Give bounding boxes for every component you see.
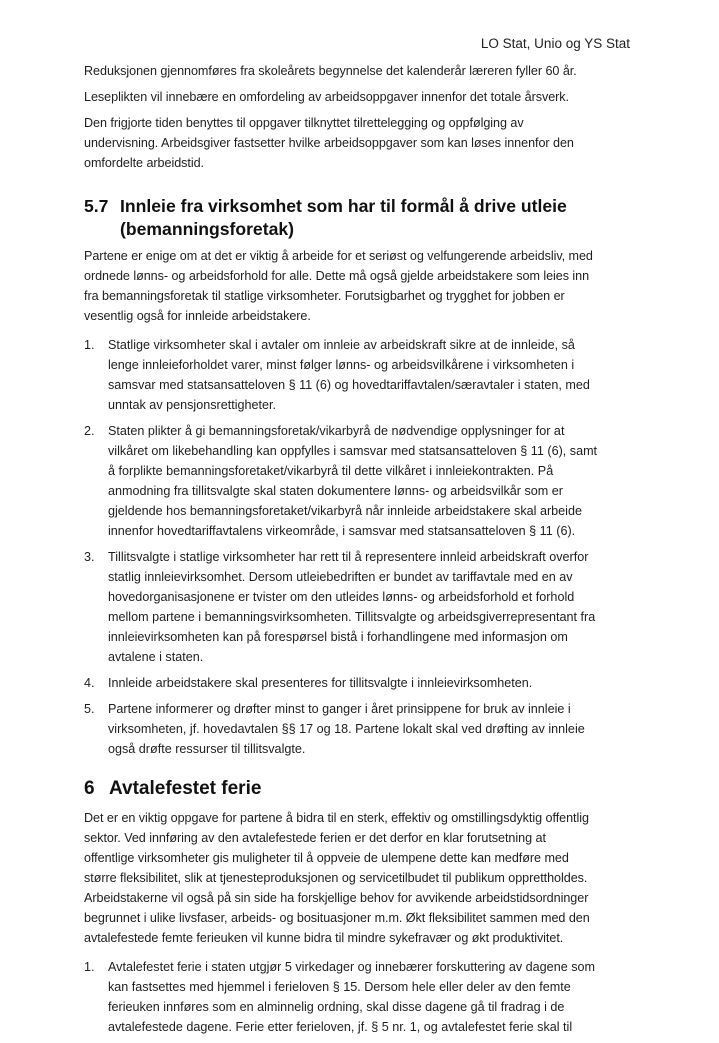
section-6-heading: [84, 777, 629, 801]
list-item: [84, 421, 629, 541]
text-line: Partene er enige om at det er viktig å arbeide for et seriøst og velfungerende arbeidsliv, med: [84, 249, 593, 263]
text-line: fra bemanningsforetak til statlige virksomheter. Forutsigbarhet og trygghet for jobben er: [84, 289, 565, 303]
text-line: unntak av pensjonsrettigheter.: [108, 398, 277, 412]
text-line: Det er en viktig oppgave for partene å bidra til en sterk, effektiv og omstillingsdyktig offentlig: [84, 811, 589, 825]
text-line: ferieuken innføres som en alminnelig ordning, skal disse dagene gå til fradrag i de: [108, 1000, 565, 1014]
text-line: samsvar med statsansatteloven § 11 (6) og hovedtariffavtalen/særavtaler i staten, med: [108, 378, 590, 392]
list-text: [108, 699, 629, 759]
page-header-organizations: LO Stat, Unio og YS Stat: [480, 36, 630, 51]
text-line: lenge innleieforholdet varer, minst følger lønns- og arbeidsvilkårene i virksomheten i: [108, 358, 575, 372]
document-body: [84, 61, 629, 1043]
text-line: begrunnet i ulike livsfaser, arbeids- og bosituasjoner m.m. Økt fleksibilitet sammen med den: [84, 911, 590, 925]
section-number: 5.7: [84, 196, 109, 216]
text-line: omfordelte arbeidstid.: [84, 156, 205, 170]
text-line: Leseplikten vil innebære en omfordeling av arbeidsoppgaver innenfor det totale årsverk.: [84, 90, 569, 104]
text-line: Arbeidstakerne vil også på sin side ha forskjellige behov for avvikende arbeidstidsordninger: [84, 891, 589, 905]
text-line: vilkåret om likebehandling kan oppfylles i samsvar med statsansatteloven § 11 (6), samt: [108, 444, 598, 458]
intro-paragraph-1: [84, 61, 629, 81]
text-line: avtalefestede femte ferieuken vil kunne bidra til mindre sykefravær og økt produktivitet.: [84, 931, 564, 945]
text-line: innleievirksomheten kan på forespørsel bistå i forhandlingene med informasjon om: [108, 630, 568, 644]
text-line: Tillitsvalgte i statlige virksomheter har rett til å representere innleid arbeidskraft overfor: [108, 550, 589, 564]
section-5-7-heading: [84, 195, 629, 241]
section-6-list: [84, 957, 629, 1037]
title-line: (bemanningsforetak): [120, 219, 295, 239]
text-line: Partene informerer og drøfter minst to ganger i året prinsippene for bruk av innleie i: [108, 702, 571, 716]
list-text: [108, 673, 629, 693]
list-item: [84, 547, 629, 667]
intro-paragraph-3: [84, 113, 629, 173]
text-line: å forplikte bemanningsforetaket/vikarbyrå til dette vilkåret i innleiekontrakten. På: [108, 464, 554, 478]
text-line: Statlige virksomheter skal i avtaler om innleie av arbeidskraft sikre at de innleide, så: [108, 338, 575, 352]
section-6-intro: [84, 808, 629, 948]
section-5-7-intro: [84, 246, 629, 326]
text-line: innenfor hovedtariffavtalens virkeområde, i samsvar med statsansatteloven § 11 (6).: [108, 524, 576, 538]
list-number: 2.: [84, 424, 95, 438]
list-text: [108, 335, 629, 415]
list-number: 5.: [84, 702, 95, 716]
list-text: [108, 421, 629, 541]
text-line: gjeldende hos bemanningsforetaket/vikarbyrå når innleide arbeidstakere skal arbeide: [108, 504, 582, 518]
list-text: [108, 547, 629, 667]
title-line: Innleie fra virksomhet som har til formål å drive utleie: [120, 196, 567, 216]
text-line: hovedorganisasjonene er tvister om den utleides lønns- og arbeidsforhold et forhold: [108, 590, 575, 604]
text-line: anmodning fra tillitsvalgte skal staten dokumentere lønns- og arbeidsvilkår som er: [108, 484, 563, 498]
text-line: avtalefestede dagene. Ferie etter ferieloven, jf. § 5 nr. 1, og avtalefestet ferie skal til: [108, 1020, 573, 1034]
list-number: 4.: [84, 676, 95, 690]
list-item: [84, 957, 629, 1037]
text-line: mellom partene i bemanningsvirksomheten. Tillitsvalgte og arbeidsgiverrepresentant fra: [108, 610, 596, 624]
list-text: [108, 957, 629, 1037]
text-line: statlig innleievirksomhet. Dersom utleiebedriften er bundet av tariffavtale med en av: [108, 570, 573, 584]
text-line: Reduksjonen gjennomføres fra skoleårets begynnelse det kalenderår læreren fyller 60 år.: [84, 64, 577, 78]
section-5-7-list: [84, 335, 629, 759]
intro-paragraph-2: [84, 87, 629, 107]
text-line: Staten plikter å gi bemanningsforetak/vikarbyrå de nødvendige opplysninger for at: [108, 424, 565, 438]
list-number: 1.: [84, 960, 95, 974]
section-title: Avtalefestet ferie: [109, 778, 262, 799]
section-number: 6: [84, 778, 95, 799]
list-number: 1.: [84, 338, 95, 352]
list-number: 3.: [84, 550, 95, 564]
text-line: ordnede lønns- og arbeidsforhold for alle. Dette må også gjelde arbeidstakere som leies inn: [84, 269, 590, 283]
text-line: vesentlig også for innleide arbeidstakere.: [84, 309, 311, 323]
text-line: kan fastsettes med hjemmel i ferieloven § 15. Dersom hele eller deler av den femte: [108, 980, 571, 994]
text-line: virksomheten, jf. hovedavtalen §§ 17 og 18. Partene lokalt skal ved drøfting av innleie: [108, 722, 585, 736]
list-item: [84, 699, 629, 759]
text-line: offentlige virksomheter gis muligheter til å oppveie de ulempene dette kan medføre med: [84, 851, 569, 865]
section-title: [120, 195, 629, 241]
list-item: [84, 335, 629, 415]
text-line: Innleide arbeidstakere skal presenteres for tillitsvalgte i innleievirksomheten.: [108, 676, 533, 690]
text-line: større fleksibilitet, slik at tjenesteproduksjonen og servicetilbudet til publikum opprettholdes.: [84, 871, 588, 885]
text-line: undervisning. Arbeidsgiver fastsetter hvilke arbeidsoppgaver som kan løses innenfor den: [84, 136, 574, 150]
text-line: Den frigjorte tiden benyttes til oppgaver tilknyttet tilrettelegging og oppfølging av: [84, 116, 524, 130]
text-line: avtalene i staten.: [108, 650, 204, 664]
text-line: også drøfte ressurser til tillitsvalgte.: [108, 742, 306, 756]
text-line: Avtalefestet ferie i staten utgjør 5 virkedager og innebærer forskuttering av dagene som: [108, 960, 595, 974]
list-item: [84, 673, 629, 693]
text-line: sektor. Ved innføring av den avtalefestede ferien er det derfor en klar forutsetning at: [84, 831, 546, 845]
